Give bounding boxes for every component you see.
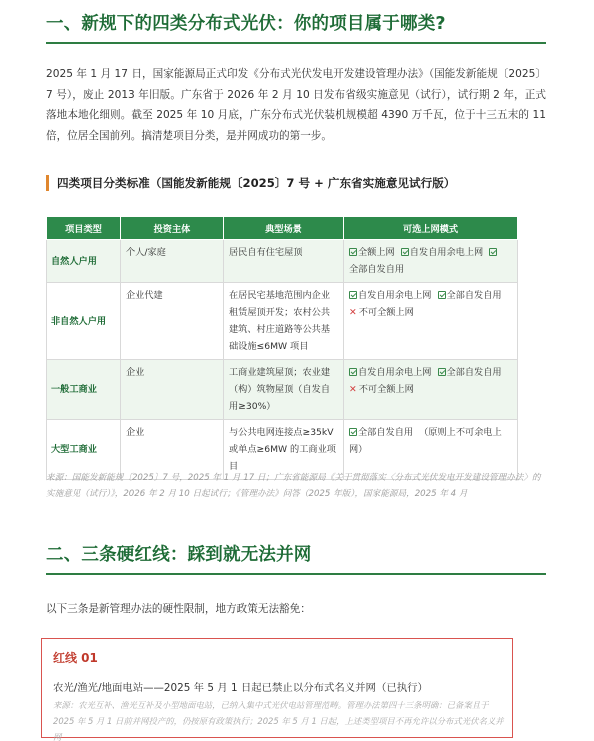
redline-card <box>41 638 513 741</box>
section-2-heading: 二、三条硬红线：踩到就无法并网 <box>46 545 312 565</box>
section-1-heading: 一、新规下的四类分布式光伏：你的项目属于哪类? <box>46 14 446 34</box>
row-modes <box>344 283 518 360</box>
col-header-type: 项目类型 <box>47 217 121 240</box>
cross-icon: ✕ <box>349 307 357 318</box>
section-2-divider <box>46 573 546 575</box>
redline-body: 农光/渔光/地面电站——2025 年 5 月 1 日起已禁止以分布式名义并网（已执行） <box>53 682 428 694</box>
check-icon <box>401 248 409 256</box>
row-scenario: 工商业建筑屋顶；农业建（构）筑物屋顶（自发自用≥30%） <box>224 360 344 420</box>
row-investor: 企业 <box>121 420 224 480</box>
row-scenario: 与公共电网连接点≥35kV 或单点≥6MW 的工商业项目 <box>224 420 344 480</box>
row-type: 自然人户用 <box>47 240 121 283</box>
row-type: 非自然人户用 <box>47 283 121 360</box>
row-investor: 企业 <box>121 360 224 420</box>
col-header-modes: 可选上网模式 <box>344 217 518 240</box>
mode-option: 全额上网 <box>349 247 395 258</box>
mode-option: ✕ 不可全额上网 <box>349 307 414 318</box>
mode-note: （原则上不可余电上网） <box>349 427 502 455</box>
check-icon <box>349 291 357 299</box>
row-modes <box>344 360 518 420</box>
mode-option: 自发自用余电上网 <box>401 247 484 258</box>
row-investor: 企业代建 <box>121 283 224 360</box>
check-icon <box>438 368 446 376</box>
mode-option: ✕ 不可全额上网 <box>349 384 414 395</box>
table-header-row <box>47 217 518 240</box>
mode-option: 全部自发自用 <box>349 427 413 438</box>
mode-option: 全部自发自用 <box>438 367 502 378</box>
redline-source-note: 来源：农光互补、渔光互补及小型地面电站，已纳入集中式光伏电站管理范畴。管理办法第四十三条明确：已备案且于 2025 年 5 月 1 日前并网投产的，仍按原有政策执行；2025 年 5 月 1 日起，上述类型项目不再允许以分布式光伏名义并网 <box>53 700 504 741</box>
table-subheading: 四类项目分类标准（国能发新能规〔2025〕7 号 + 广东省实施意见试行版） <box>46 175 455 191</box>
check-icon <box>438 291 446 299</box>
table-row <box>47 240 518 283</box>
row-type: 一般工商业 <box>47 360 121 420</box>
mode-option: 全部自发自用 <box>349 264 405 275</box>
col-header-scenario: 典型场景 <box>224 217 344 240</box>
check-icon <box>349 368 357 376</box>
check-icon <box>349 248 357 256</box>
row-modes <box>344 240 518 283</box>
mode-option: 自发自用余电上网 <box>349 367 432 378</box>
col-header-investor: 投资主体 <box>121 217 224 240</box>
mode-option: 全部自发自用 <box>438 290 502 301</box>
check-icon <box>489 248 497 256</box>
mode-option: 自发自用余电上网 <box>349 290 432 301</box>
row-type: 大型工商业 <box>47 420 121 480</box>
section-2-intro: 以下三条是新管理办法的硬性限制，地方政策无法豁免： <box>46 603 311 615</box>
row-investor: 个人/家庭 <box>121 240 224 283</box>
table-source-note: 来源：国能发新能规〔2025〕7 号，2025 年 1 月 17 日；广东省能源局《关于贯彻落实〈分布式光伏发电开发建设管理办法〉的实施意见（试行）》，2026 年 2 月 10 日起试行；《管理办法》问答（2025 年版），国家能源局，2025 年 4 月 <box>46 473 541 499</box>
row-scenario: 在居民宅基地范围内企业租赁屋顶开发；农村公共建筑、村庄道路等公共基础设施≤6MW 项目 <box>224 283 344 360</box>
table-row <box>47 283 518 360</box>
section-1-divider <box>46 42 546 44</box>
redline-title: 红线 01 <box>53 651 98 665</box>
intro-paragraph: 2025 年 1 月 17 日，国家能源局正式印发《分布式光伏发电开发建设管理办法》（国能发新能规〔2025〕7 号），废止 2013 年旧版。广东省于 2026 年 2 月 10 日发布省级实施意见（试行），试行期 2 年，正式落地本地化细则。截至 2025 年 10 月底，广东分布式光伏装机规模超 4390 万千瓦，位于十三五末的 11 倍，位居全国前列。搞清楚项目分类，是并网成功的第一步。 <box>46 68 546 142</box>
classification-table <box>46 216 518 480</box>
row-scenario: 居民自有住宅屋顶 <box>224 240 344 283</box>
table-row <box>47 360 518 420</box>
check-icon <box>349 428 357 436</box>
cross-icon: ✕ <box>349 384 357 395</box>
